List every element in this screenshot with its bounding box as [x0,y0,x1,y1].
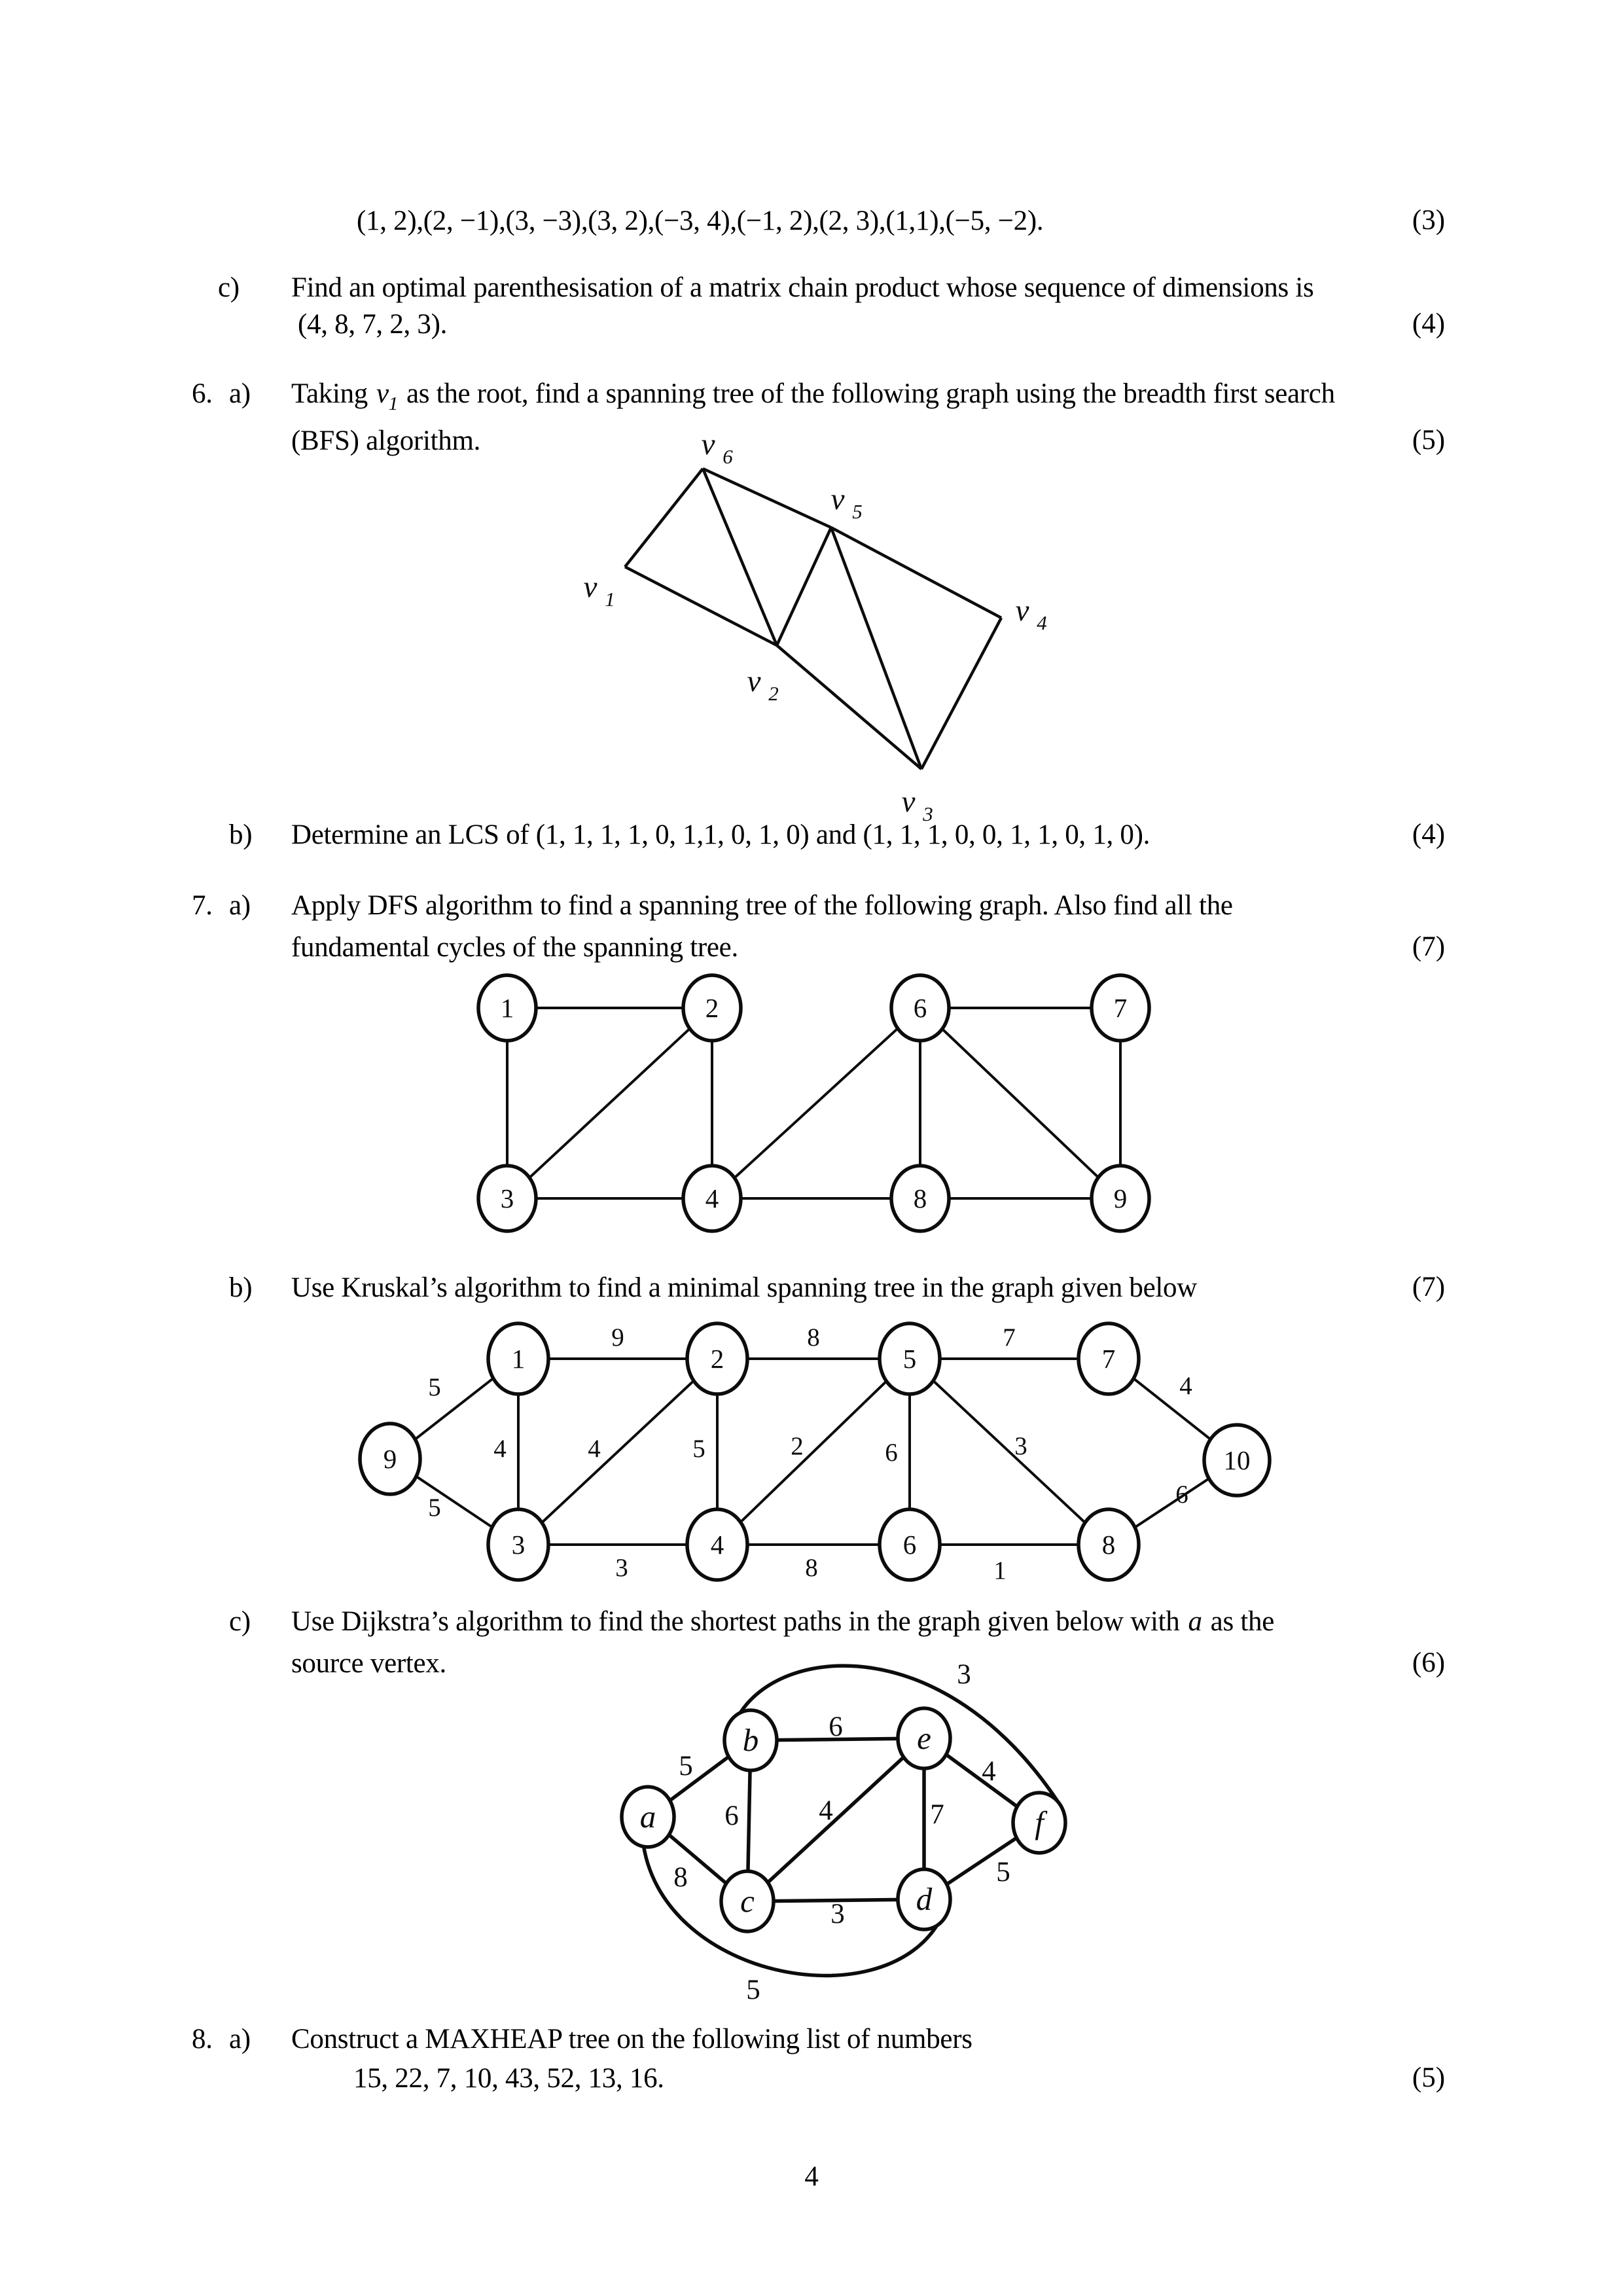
vertex-subscript: 5 [852,500,863,523]
graph-edge [921,618,1001,769]
vertex-label: v [701,427,715,461]
question-number-8: 8. [192,2024,213,2054]
node-label: 7 [1101,1344,1116,1374]
question-number-6: 6. [192,378,213,409]
node-label: 9 [383,1444,397,1474]
edge-weight: 5 [692,1435,705,1463]
question-7b-text: Use Kruskal’s algorithm to find a minimal spanning tree in the graph given below [291,1272,1197,1303]
node-label: 8 [913,1183,927,1213]
marks-6: (6) [1412,1647,1446,1678]
item-letter-6a: a) [229,378,251,409]
item-letter-7a: a) [229,890,251,921]
item-letter-8a: a) [229,2024,251,2054]
edge-weight: 5 [428,1373,441,1401]
graph-edge [777,528,831,645]
node-label: d [916,1881,933,1917]
edge-weight: 8 [673,1862,688,1893]
dfs-graph [478,975,1149,1231]
vertex-subscript: 3 [923,802,933,825]
edge-weight: 5 [679,1751,693,1782]
edge-weight: 4 [588,1435,601,1463]
q6a-vertex-symbol: v [376,378,389,409]
graph-edge [910,1359,1109,1545]
graph-edge [747,1738,924,1901]
edge-weight: 5 [996,1857,1010,1888]
q6a-pre: Taking [291,378,368,409]
vertex-label: v [830,482,845,516]
graph-edge [507,1008,712,1198]
edge-weight: 4 [1179,1372,1192,1400]
question-5c-line1: Find an optimal parenthesisation of a matrix chain product whose sequence of dimensions is [291,272,1314,303]
q7c-source-symbol: a [1188,1606,1202,1637]
node-label: 1 [511,1344,526,1374]
question-8a-line2: 15, 22, 7, 10, 43, 52, 13, 16. [353,2063,664,2094]
edge-weight: 3 [615,1554,628,1582]
node-label: 7 [1113,993,1128,1023]
graph-edge [717,1359,910,1545]
edge-weight: 6 [1175,1480,1188,1509]
question-7a-line1: Apply DFS algorithm to find a spanning tree of the following graph. Also find all the [291,890,1233,921]
marks-4: (4) [1412,308,1446,339]
node-label: 2 [710,1344,724,1374]
sequence-line: (1, 2),(2, −1),(3, −3),(3, 2),(−3, 4),(−1, 2),(2, 3),(1,1),(−5, −2). [357,206,1044,236]
edge-weight: 9 [611,1323,624,1352]
node-label: 6 [913,993,927,1023]
bfs-graph [584,427,1047,825]
edge-weight: 3 [830,1899,845,1929]
question-8a-line1: Construct a MAXHEAP tree on the following list of numbers [291,2024,972,2054]
edge-weight: 4 [819,1795,833,1826]
vertex-label: v [1015,594,1029,628]
edge-weight: 1 [993,1556,1007,1585]
edge-weight: 5 [428,1494,441,1522]
question-5c-line2: (4, 8, 7, 2, 3). [298,309,448,340]
item-letter-7b: b) [229,1272,253,1303]
node-label: 2 [705,993,719,1023]
q6a-post: as the root, find a spanning tree of the following graph using the breadth first search [406,378,1335,409]
edge-weight: 4 [493,1435,507,1463]
question-number-7: 7. [192,890,213,921]
node-label: c [740,1883,755,1919]
graph-edge [625,567,777,645]
q7c-pre: Use Dijkstra’s algorithm to find the shortest paths in the graph given below with [291,1606,1180,1637]
edge-weight: 6 [885,1439,898,1467]
vertex-subscript: 6 [722,445,733,468]
vertex-label: v [583,570,597,604]
edge-weight: 7 [1003,1323,1016,1352]
node-label: 5 [902,1344,917,1374]
node-label: a [639,1799,656,1835]
item-letter-6b: b) [229,819,253,850]
graph-edge [703,469,831,528]
question-6a-line2: (BFS) algorithm. [291,425,481,456]
edge-weight: 7 [930,1799,944,1830]
node-label: 1 [500,993,514,1023]
marks-5: (5) [1412,425,1446,456]
edge-weight: 3 [1014,1432,1027,1460]
edge-weight: 6 [724,1801,739,1831]
node-label: 3 [500,1183,514,1213]
node-label: 6 [902,1530,917,1560]
item-letter-7c: c) [229,1606,251,1637]
node-label: 3 [511,1530,526,1560]
node-label: 9 [1113,1183,1128,1213]
node-label: 4 [710,1530,724,1560]
q7c-post: as the [1210,1606,1274,1637]
item-letter-c5: c) [218,272,240,303]
vertex-subscript: 2 [768,682,779,705]
graph-edge [831,528,921,769]
node-label: e [917,1720,931,1756]
question-6b-text: Determine an LCS of (1, 1, 1, 1, 0, 1,1, 0, 1, 0) and (1, 1, 1, 0, 0, 1, 1, 0, 1, 0). [291,819,1150,850]
vertex-subscript: 4 [1037,611,1047,634]
graph-edge [625,469,703,567]
edge-weight: 4 [982,1756,996,1787]
graph-edge [920,1008,1120,1198]
node-label: b [742,1722,759,1758]
node-label: f [1035,1804,1044,1840]
kruskal-graph [360,1323,1270,1585]
graph-edge [703,469,777,645]
edge-weight: 6 [829,1712,843,1742]
vertex-subscript: 1 [605,588,615,611]
graph-edge [712,1008,920,1198]
marks-4b: (4) [1412,819,1446,850]
marks-5b: (5) [1412,2062,1446,2093]
question-7a-line2: fundamental cycles of the spanning tree. [291,932,738,963]
edge-weight: 2 [791,1432,804,1460]
edge-weight: 8 [807,1323,820,1352]
q6a-vertex-subscript: 1 [388,393,398,414]
marks-7b: (7) [1412,1272,1446,1302]
marks-3: (3) [1412,205,1446,236]
edge-weight: 5 [746,1975,760,2005]
dijkstra-graph [622,1659,1065,2005]
graph-edge [518,1359,717,1545]
node-label: 8 [1101,1530,1116,1560]
edge-weight: 3 [957,1659,971,1690]
graph-edge [831,528,1001,618]
edge-weight: 8 [805,1554,818,1582]
vertex-label: v [747,664,761,698]
node-label: 10 [1223,1445,1251,1475]
vertex-label: v [901,785,916,819]
question-7c-line2: source vertex. [291,1648,446,1679]
page-number: 4 [804,2161,819,2192]
marks-7: (7) [1412,931,1446,962]
node-label: 4 [705,1183,719,1213]
